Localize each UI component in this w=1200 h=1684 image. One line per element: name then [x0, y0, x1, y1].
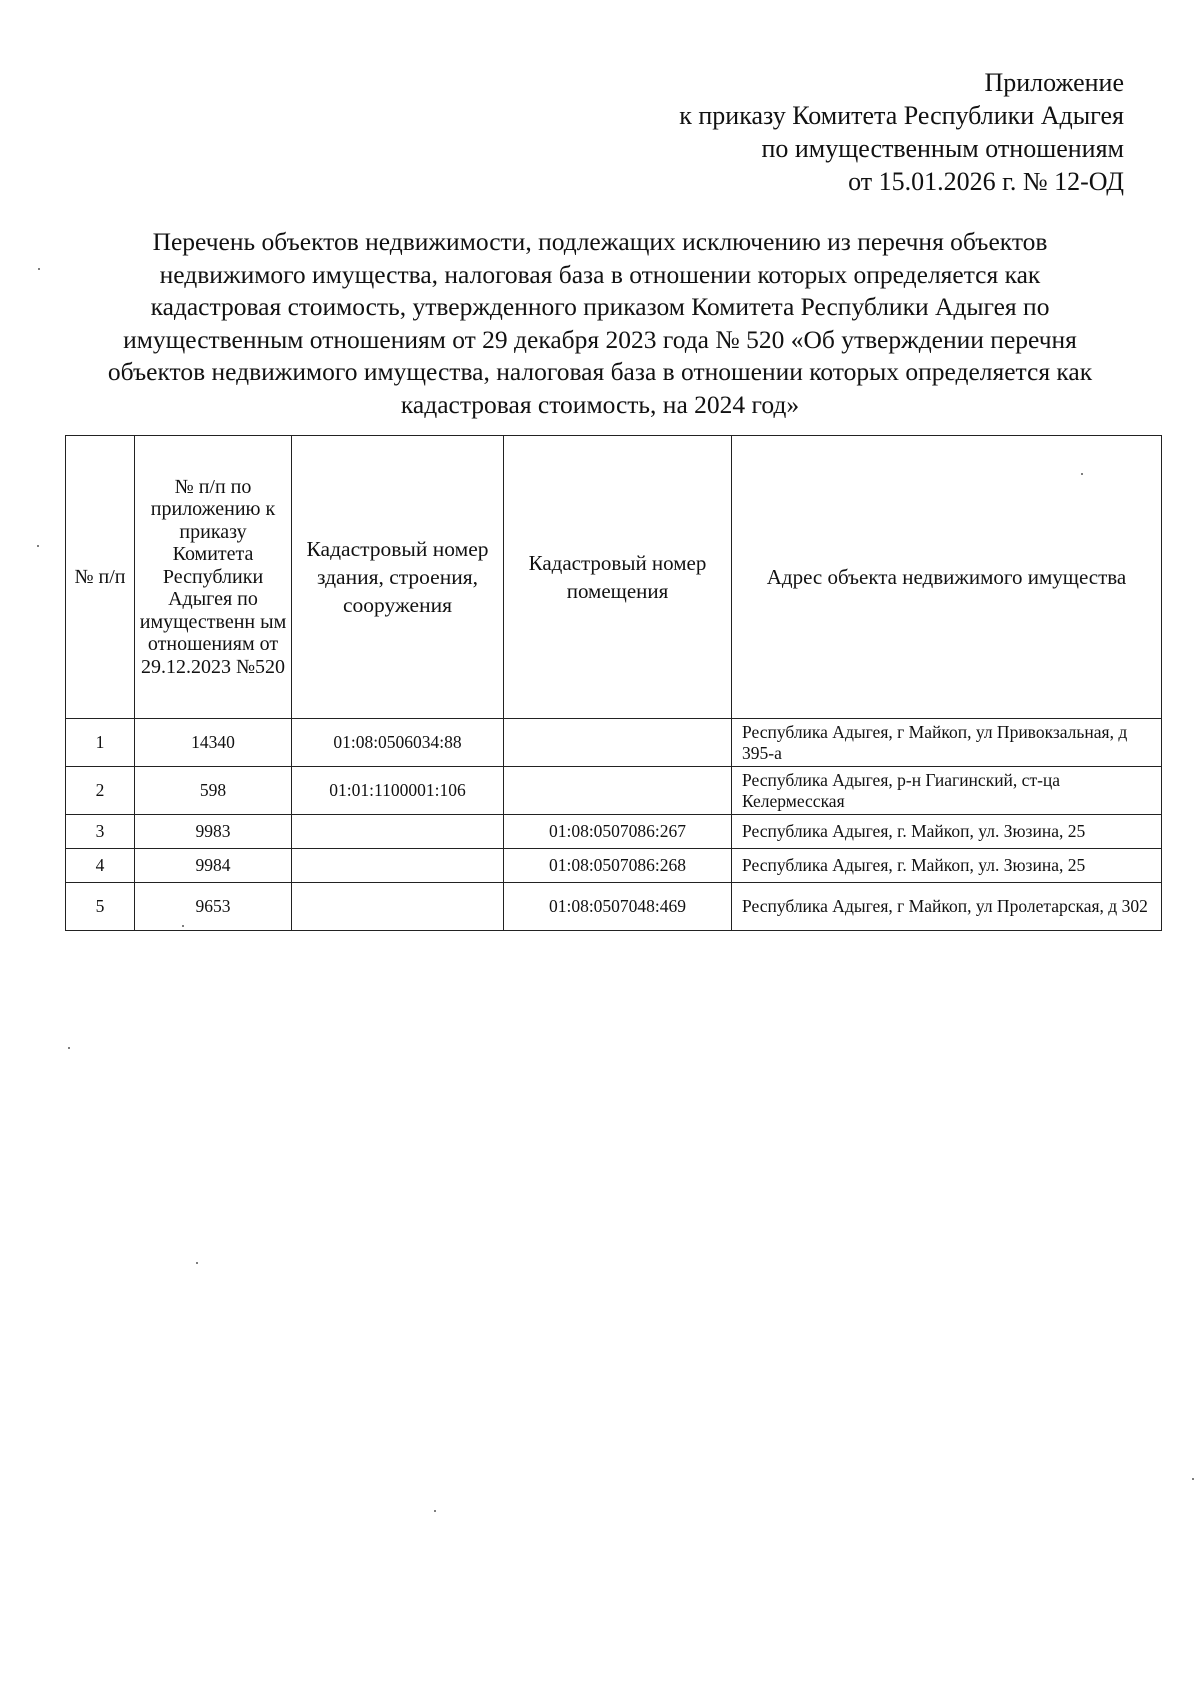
table-row — [66, 849, 1162, 883]
cell-building: 01:08:0506034:88 — [292, 719, 504, 767]
cell-premise: 01:08:0507048:469 — [504, 883, 732, 931]
header-premise: Кадастровый номер помещения — [504, 436, 732, 719]
cell-num: 1 — [66, 719, 135, 767]
title-line: кадастровая стоимость, на 2024 год» — [400, 389, 800, 419]
cell-ref: 9983 — [135, 815, 292, 849]
cell-ref: 14340 — [135, 719, 292, 767]
cell-building — [292, 815, 504, 849]
title-line: Перечень объектов недвижимости, подлежащих исключению из перечня объектов — [152, 227, 1048, 256]
cell-ref: 9653 — [135, 883, 292, 931]
cell-address: Республика Адыгея, г. Майкоп, ул. Зюзина, 25 — [732, 815, 1162, 849]
header-num: № п/п — [66, 436, 135, 719]
title-line: имущественным отношениям от 29 декабря 2023 года № 520 «Об утверждении перечня — [123, 324, 1077, 354]
scan-speck — [1081, 473, 1083, 475]
cell-num: 5 — [66, 883, 135, 931]
objects-table — [65, 435, 1162, 931]
title-line: кадастровая стоимость, утвержденного приказом Комитета Республики Адыгея по — [150, 292, 1050, 321]
cell-address: Республика Адыгея, г Майкоп, ул Привокзальная, д 395-а — [732, 719, 1162, 767]
cell-building — [292, 849, 504, 883]
scan-speck — [37, 545, 39, 547]
cell-building: 01:01:1100001:106 — [292, 767, 504, 815]
cell-premise — [504, 719, 732, 767]
appendix-order-ref-cont: по имущественным отношениям — [761, 134, 1124, 163]
scan-speck — [182, 925, 184, 927]
cell-ref: 598 — [135, 767, 292, 815]
table-row — [66, 719, 1162, 767]
cell-address: Республика Адыгея, р-н Гиагинский, ст-ца Келермесская — [732, 767, 1162, 815]
document-title — [40, 226, 1160, 421]
scan-speck — [38, 268, 40, 270]
scan-speck — [434, 1510, 436, 1512]
cell-premise — [504, 767, 732, 815]
cell-building — [292, 883, 504, 931]
header-building: Кадастровый номер здания, строения, сооружения — [292, 436, 504, 719]
appendix-order-date: от 15.01.2026 г. № 12-ОД — [848, 167, 1124, 196]
table-row — [66, 815, 1162, 849]
cell-address: Республика Адыгея, г Майкоп, ул Пролетарская, д 302 — [732, 883, 1162, 931]
cell-num: 4 — [66, 849, 135, 883]
table-row — [66, 883, 1162, 931]
table-row — [66, 767, 1162, 815]
cell-ref: 9984 — [135, 849, 292, 883]
appendix-header — [679, 66, 1124, 198]
cell-premise: 01:08:0507086:268 — [504, 849, 732, 883]
cell-num: 3 — [66, 815, 135, 849]
cell-address: Республика Адыгея, г. Майкоп, ул. Зюзина, 25 — [732, 849, 1162, 883]
table-header-row — [66, 436, 1162, 719]
scan-speck — [68, 1047, 70, 1049]
scan-speck — [1192, 1478, 1194, 1480]
title-line: недвижимого имущества, налоговая база в отношении которых определяется как — [159, 259, 1041, 289]
cell-num: 2 — [66, 767, 135, 815]
appendix-order-ref: к приказу Комитета Республики Адыгея — [679, 101, 1124, 130]
appendix-label: Приложение — [984, 68, 1124, 97]
title-line: объектов недвижимого имущества, налоговая база в отношении которых определяется как — [107, 357, 1093, 386]
header-ref: № п/п по приложению к приказу Комитета Республики Адыгея по имущественн ым отношениям от 29.12.2023 №520 — [135, 436, 292, 719]
cell-premise: 01:08:0507086:267 — [504, 815, 732, 849]
scan-speck — [196, 1262, 198, 1264]
header-address: Адрес объекта недвижимого имущества — [732, 436, 1162, 719]
